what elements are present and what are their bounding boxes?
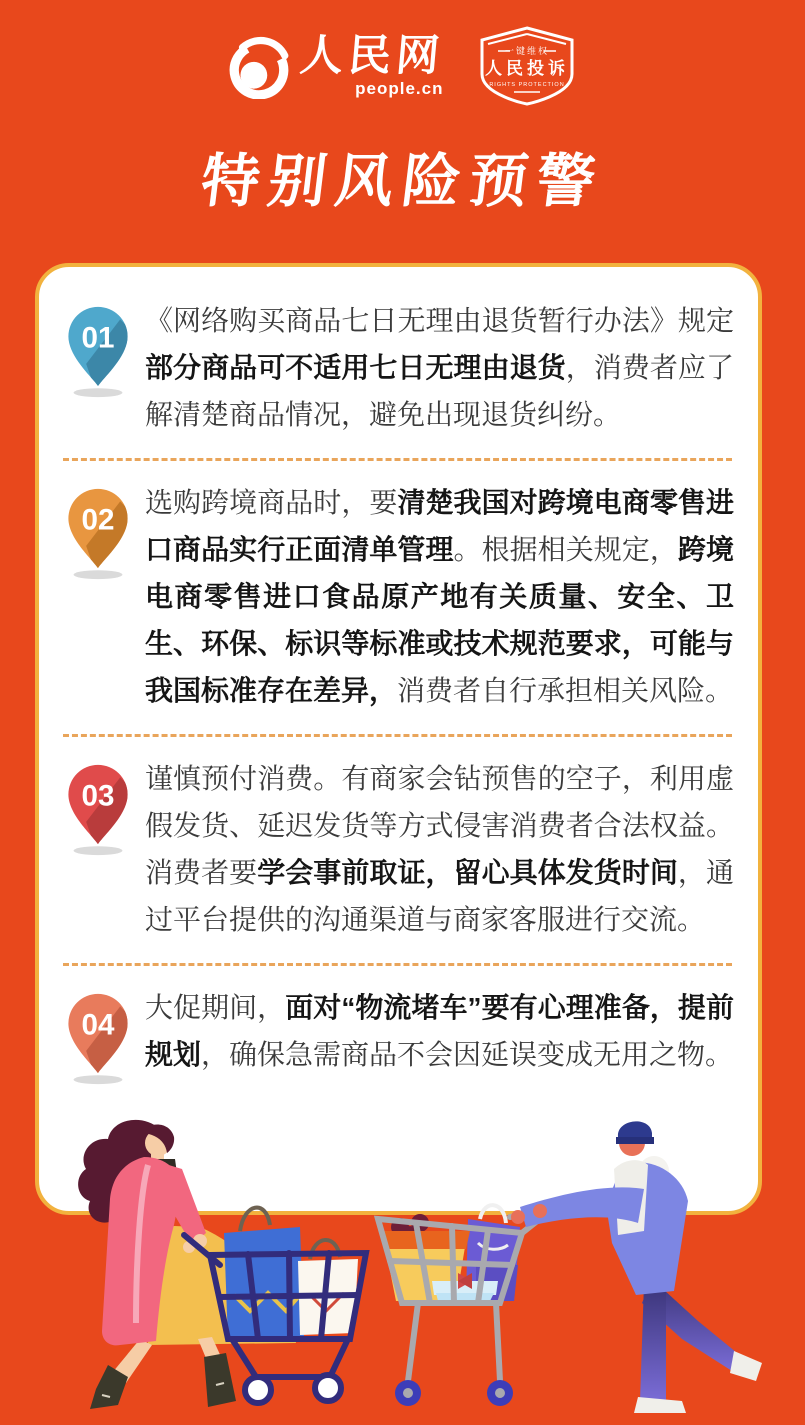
people-cn-globe-icon [226,33,292,99]
risk-list [61,297,734,1085]
item-text [145,479,734,714]
text-segment: 清楚我国对跨境电商零售进口商品实行正面清单管理 [145,487,734,566]
text-segment: ，消费者应了解清楚商品情况，避免出现退货纠纷。 [145,352,734,431]
warning-card [35,263,762,1215]
text-segment: 面对“物流堵车”要有心理准备，提前规划 [145,992,734,1071]
risk-item [61,297,734,438]
pin-icon [61,990,135,1085]
people-cn-logo [226,33,444,99]
pin-number: 03 [81,779,115,813]
pin-icon [61,485,135,580]
item-text [145,984,734,1078]
risk-item [61,755,734,943]
pin-marker [61,297,135,398]
pin-marker [61,755,135,856]
brand-domain: people.cn [355,79,444,98]
text-segment: 学会事前取证，留心具体发货时间 [257,857,678,889]
badge-name: 人民投诉 [484,59,569,78]
text-segment: 消费者自行承担相关风险。 [397,675,734,707]
brand-name: 人民网 [297,32,446,80]
pin-number: 02 [81,503,115,537]
gray-cart [378,1205,560,1406]
dashed-divider [63,734,732,737]
risk-item [61,984,734,1085]
text-segment: ，确保急需商品不会因延误变成无用之物。 [201,1039,734,1071]
text-segment: 部分商品可不适用七日无理由退货 [145,352,566,384]
text-segment: ，通过平台提供的沟通渠道与商家客服进行交流。 [145,857,734,936]
text-segment: 大促期间， [145,992,286,1024]
item-text [145,297,734,438]
badge-subtitle: RIGHTS PROTECTION [488,82,565,88]
text-segment: 选购跨境商品时，要 [145,487,398,519]
page-title: 特别风险预警 [197,149,608,214]
text-segment: 谨慎预付消费。有商家会钻预售的空子，利用虚假发货、延迟发货等方式侵害消费者合法权益。消费者要 [145,763,734,889]
text-segment: 《网络购买商品七日无理由退货暂行办法》规定 [145,305,734,336]
pin-number: 04 [81,1008,115,1042]
man-figure [511,1121,762,1413]
complaints-badge [474,24,580,108]
shopping-illustration [48,1113,762,1425]
risk-item [61,479,734,714]
pin-number: 01 [81,321,115,355]
pin-marker [61,479,135,580]
pin-marker [61,984,135,1085]
dashed-divider [63,458,732,461]
badge-tagline: 一键维权 [504,46,549,56]
dashed-divider [63,963,732,966]
pin-icon [61,761,135,856]
pin-icon [61,303,135,398]
brand-text [297,32,446,98]
text-segment: 。根据相关规定， [453,534,678,566]
text-segment: 跨境电商零售进口食品原产地有关质量、安全、卫生、环保、标识等标准或技术规范要求，可能与我国标准存在差异， [145,534,734,707]
logo-row [0,24,805,108]
item-text [145,755,734,943]
